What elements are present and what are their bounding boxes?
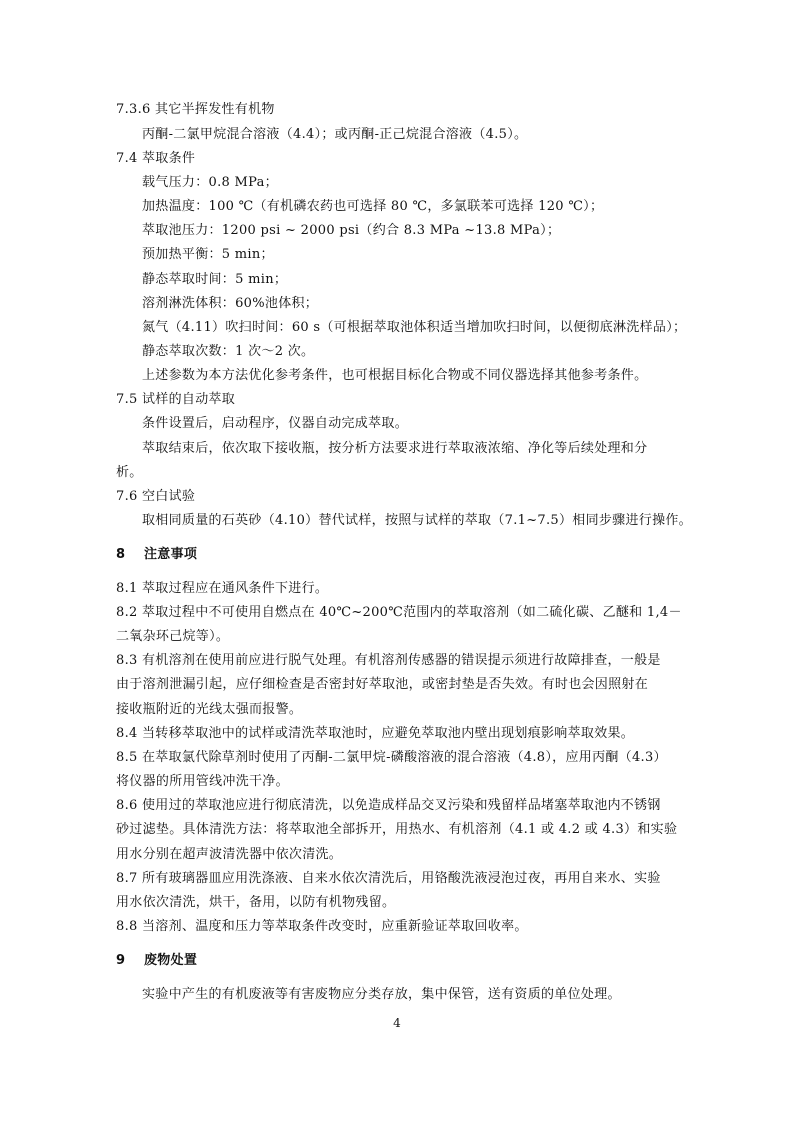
section-7-5-paragraph-2: 萃取结束后，依次取下接收瓶，按分析方法要求进行萃取液浓缩、净化等后续处理和分 <box>142 441 648 456</box>
section-9-body: 实验中产生的有机废液等有害废物应分类存放，集中保管，送有资质的单位处理。 <box>142 987 621 1002</box>
section-7-6-heading: 7.6 空白试验 <box>116 489 196 504</box>
section-8-heading <box>116 546 690 564</box>
section-7-3-6-body: 丙酮-二氯甲烷混合溶液（4.4）；或丙酮-正己烷混合溶液（4.5）。 <box>142 127 528 142</box>
section-7-5-heading: 7.5 试样的自动萃取 <box>116 392 236 407</box>
note-8-7-cont: 用水依次清洗，烘干，备用，以防有机物残留。 <box>116 895 396 910</box>
page-number: 4 <box>393 1016 401 1030</box>
section-8-title: 注意事项 <box>144 547 198 562</box>
note-8-3-cont-1: 由于溶剂泄漏引起，应仔细检查是否密封好萃取池，或密封垫是否失效。有时也会因照射在 <box>116 677 649 692</box>
note-8-3: 8.3 有机溶剂在使用前应进行脱气处理。有机溶剂传感器的错误提示须进行故障排查，一般是 <box>116 653 661 668</box>
note-8-5: 8.5 在萃取氯代除草剂时使用了丙酮-二氯甲烷-磷酸溶液的混合溶液（4.8），应用丙酮（4.3） <box>116 750 667 765</box>
note-8-2-cont: 二氧杂环己烷等）。 <box>116 629 230 644</box>
section-9-number: 9 <box>116 953 126 968</box>
note-8-6-cont-1: 砂过滤垫。具体清洗方法：将萃取池全部拆开，用热水、有机溶剂（4.1 或 4.2 或 4.3）和实验 <box>116 822 678 837</box>
condition-carrier-gas-pressure: 载气压力：0.8 MPa； <box>142 175 278 190</box>
condition-heating-temperature: 加热温度：100 ℃（有机磷农药也可选择 80 ℃，多氯联苯可选择 120 ℃）； <box>142 199 604 214</box>
condition-nitrogen-purge: 氮气（4.11）吹扫时间：60 s（可根据萃取池体积适当增加吹扫时间，以便彻底淋洗样品）； <box>142 320 687 335</box>
note-8-3-cont-2: 接收瓶附近的光线太强而报警。 <box>116 702 303 717</box>
note-8-8: 8.8 当溶剂、温度和压力等萃取条件改变时，应重新验证萃取回收率。 <box>116 919 528 934</box>
condition-preheat: 预加热平衡：5 min； <box>142 247 274 262</box>
condition-note: 上述参数为本方法优化参考条件，也可根据目标化合物或不同仪器选择其他参考条件。 <box>142 368 648 383</box>
note-8-5-cont: 将仪器的所用管线冲洗干净。 <box>116 774 289 789</box>
note-8-4: 8.4 当转移萃取池中的试样或清洗萃取池时，应避免萃取池内壁出现划痕影响萃取效果。 <box>116 726 635 741</box>
section-7-3-6-heading: 7.3.6 其它半挥发性有机物 <box>116 102 275 117</box>
note-8-2: 8.2 萃取过程中不可使用自燃点在 40℃~200℃范围内的萃取溶剂（如二硫化碳、乙醚和 1,4－ <box>116 605 682 620</box>
section-9-heading <box>116 952 690 970</box>
section-7-4-heading: 7.4 萃取条件 <box>116 151 196 166</box>
condition-cell-pressure: 萃取池压力：1200 psi ~ 2000 psi（约合 8.3 MPa ~13.8 MPa）； <box>142 223 561 238</box>
section-9-title: 废物处置 <box>144 953 198 968</box>
section-7-5-paragraph-1: 条件设置后，启动程序，仪器自动完成萃取。 <box>142 416 409 431</box>
note-8-6-cont-2: 用水分别在超声波清洗器中依次清洗。 <box>116 847 343 862</box>
section-7-6-body: 取相同质量的石英砂（4.10）替代试样，按照与试样的萃取（7.1~7.5）相同步骤进行操作。 <box>142 513 692 528</box>
condition-static-time: 静态萃取时间：5 min； <box>142 272 288 287</box>
condition-rinse-volume: 溶剂淋洗体积：60%池体积； <box>142 296 319 311</box>
condition-static-cycles: 静态萃取次数：1 次～2 次。 <box>142 344 315 359</box>
section-7-5-paragraph-2-cont: 析。 <box>116 465 143 480</box>
note-8-1: 8.1 萃取过程应在通风条件下进行。 <box>116 581 329 596</box>
note-8-6: 8.6 使用过的萃取池应进行彻底清洗，以免造成样品交叉污染和残留样品堵塞萃取池内不锈钢 <box>116 798 661 813</box>
note-8-7: 8.7 所有玻璃器皿应用洗涤液、自来水依次清洗后，用铬酸洗液浸泡过夜，再用自来水、实验 <box>116 871 661 886</box>
section-8-number: 8 <box>116 547 126 562</box>
